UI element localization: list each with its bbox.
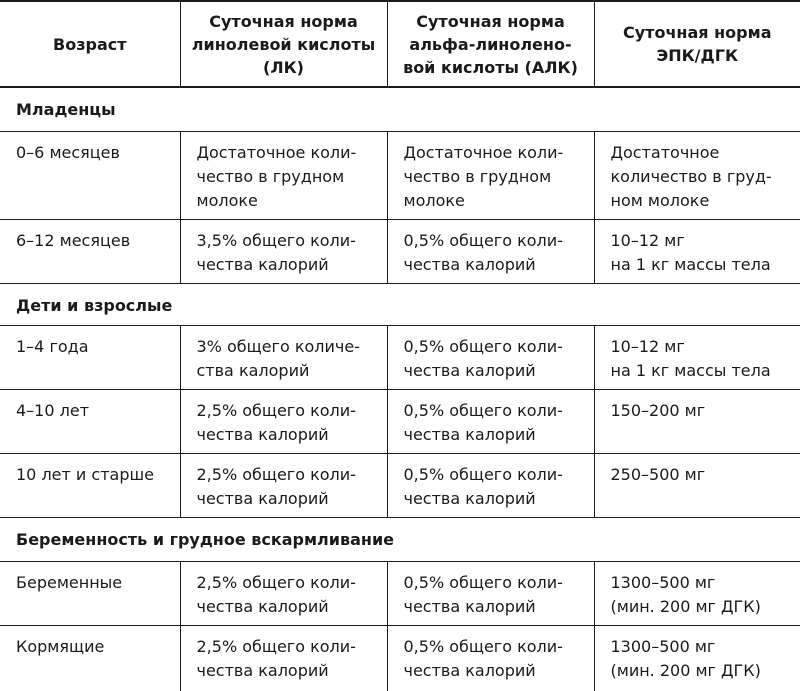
header-row (0, 1, 800, 87)
header-ala: Суточная норма альфа-линолено- вой кислоты (АЛК) (387, 1, 594, 87)
header-la: Суточная норма линолевой кислоты (ЛК) (180, 1, 387, 87)
age-cell: 10 лет и старше (16, 464, 154, 484)
epa-dha-cell: 1300–500 мг (мин. 200 мг ДГК) (594, 625, 800, 691)
age-cell: Беременные (16, 572, 123, 592)
table-row (0, 561, 800, 625)
age-cell: Кормящие (16, 636, 105, 656)
table-row (0, 131, 800, 219)
header-epa-dha: Суточная норма ЭПК/ДГК (594, 1, 800, 87)
table-row (0, 219, 800, 283)
section-children-adults (0, 283, 800, 325)
la-cell: 2,5% общего коли- чества калорий (180, 453, 387, 517)
age-cell: 1–4 года (16, 336, 89, 356)
section-title: Дети и взрослые (16, 295, 173, 315)
la-cell: 2,5% общего коли- чества калорий (180, 625, 387, 691)
ala-cell: 0,5% общего коли- чества калорий (387, 325, 594, 389)
section-pregnancy-lactation (0, 517, 800, 561)
ala-cell: 0,5% общего коли- чества калорий (387, 389, 594, 453)
age-cell: 4–10 лет (16, 400, 90, 420)
epa-dha-cell: 1300–500 мг (мин. 200 мг ДГК) (594, 561, 800, 625)
section-title: Беременность и грудное вскармливание (16, 529, 395, 549)
la-cell: 3,5% общего коли- чества калорий (180, 219, 387, 283)
ala-cell: 0,5% общего коли- чества калорий (387, 453, 594, 517)
section-infants (0, 87, 800, 131)
la-cell: 2,5% общего коли- чества калорий (180, 389, 387, 453)
epa-dha-cell: 10–12 мг на 1 кг массы тела (594, 325, 800, 389)
age-cell: 6–12 месяцев (16, 230, 131, 250)
table-row (0, 389, 800, 453)
ala-cell: 0,5% общего коли- чества калорий (387, 561, 594, 625)
ala-cell: 0,5% общего коли- чества калорий (387, 625, 594, 691)
table-row (0, 453, 800, 517)
ala-cell: Достаточное коли- чество в грудном молоке (387, 131, 594, 219)
table-row (0, 625, 800, 691)
ala-cell: 0,5% общего коли- чества калорий (387, 219, 594, 283)
epa-dha-cell: Достаточное количество в груд- ном молоке (594, 131, 800, 219)
age-cell: 0–6 месяцев (16, 142, 120, 162)
header-age: Возраст (53, 34, 127, 54)
la-cell: Достаточное коли- чество в грудном молоке (180, 131, 387, 219)
la-cell: 3% общего количе- ства калорий (180, 325, 387, 389)
epa-dha-cell: 250–500 мг (594, 453, 800, 517)
epa-dha-cell: 10–12 мг на 1 кг массы тела (594, 219, 800, 283)
section-title: Младенцы (16, 100, 116, 119)
table-row (0, 325, 800, 389)
la-cell: 2,5% общего коли- чества калорий (180, 561, 387, 625)
epa-dha-cell: 150–200 мг (594, 389, 800, 453)
